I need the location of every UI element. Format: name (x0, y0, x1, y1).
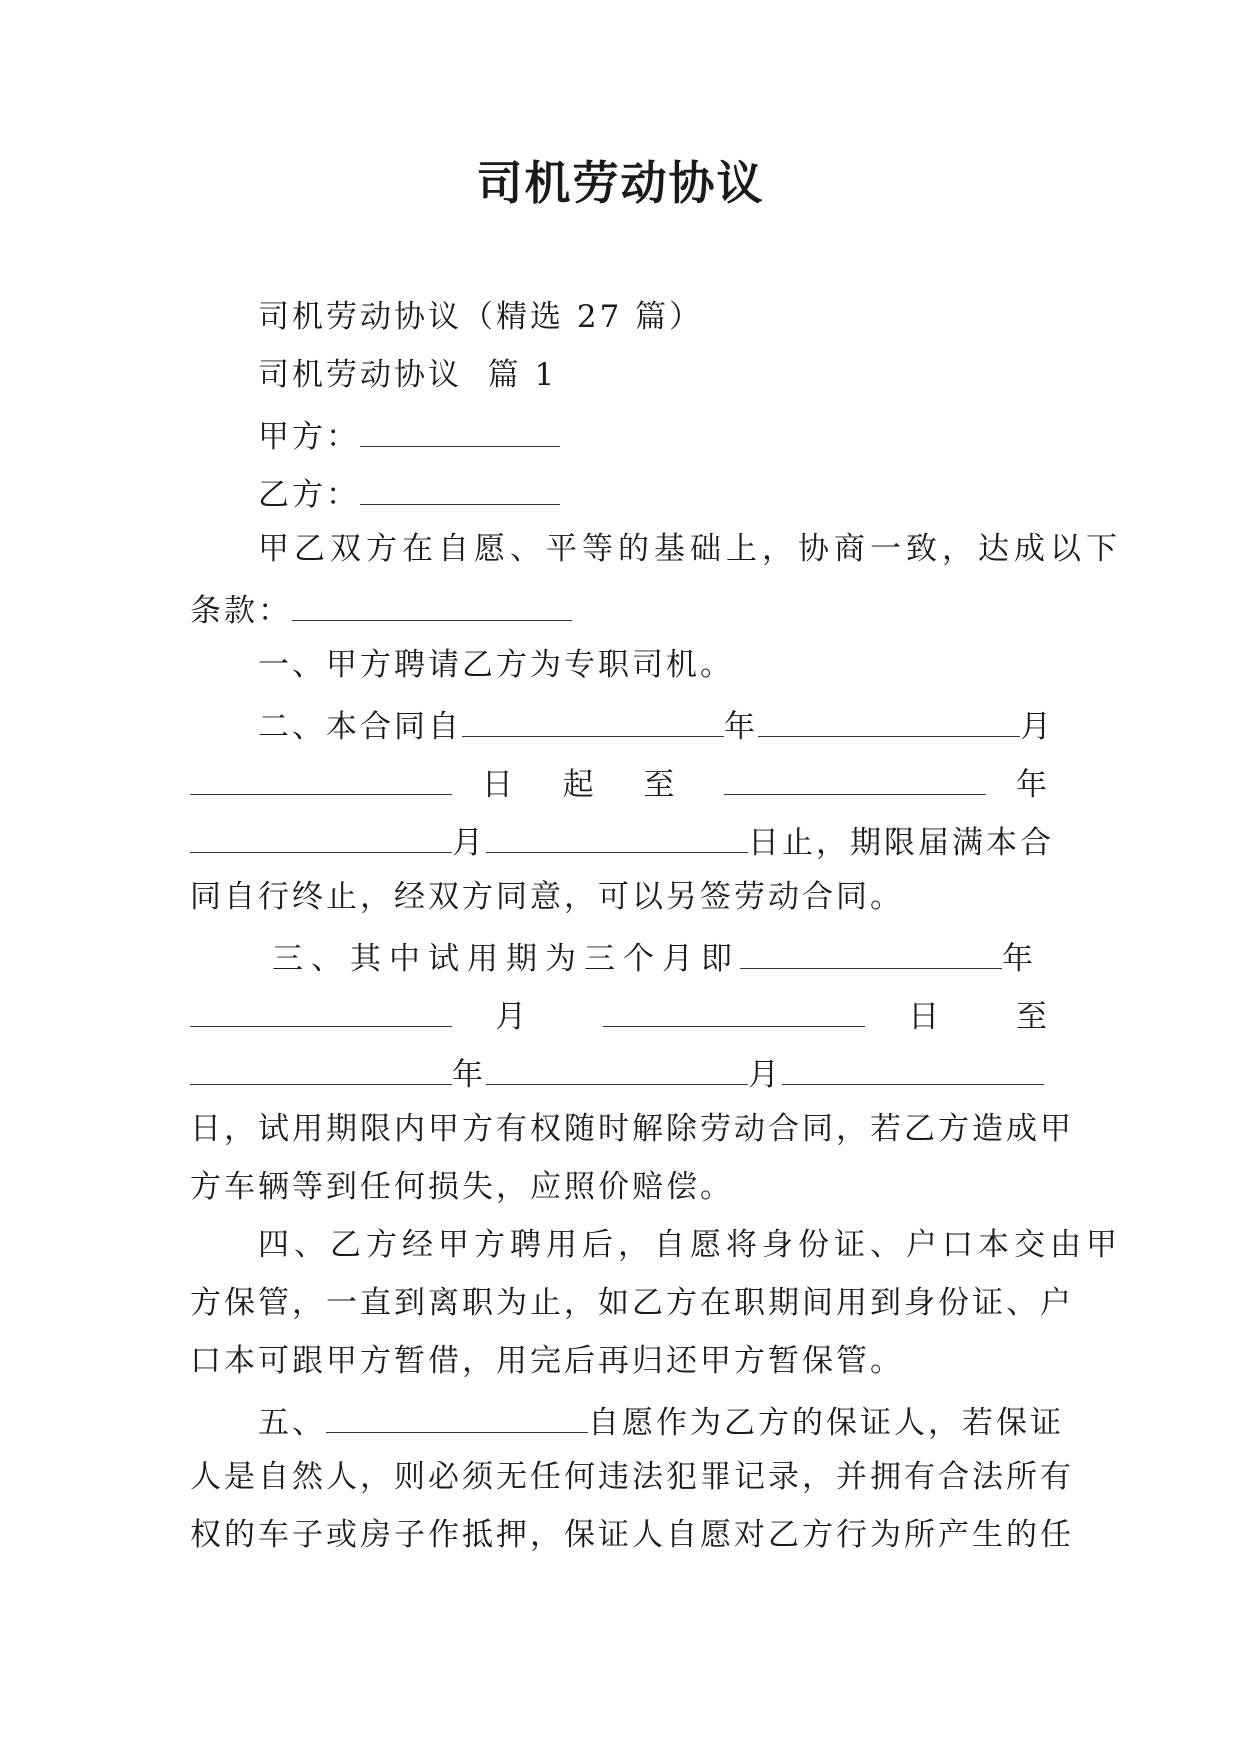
month-label: 月 (1020, 709, 1054, 745)
to-label: 至 (1016, 999, 1050, 1035)
party-b-label: 乙方： (258, 477, 360, 513)
year-label: 年 (452, 1057, 486, 1093)
from-label: 起 (562, 767, 614, 803)
clause-3-text: 三、其中试用期为三个月即 (272, 941, 740, 977)
clause-5-line-1 (258, 1398, 1064, 1444)
clause-4-line-1: 四、乙方经甲方聘用后，自愿将身份证、户口本交由甲 (258, 1227, 1122, 1263)
clause-2-text: 二、本合同自 (258, 709, 462, 745)
document-title: 司机劳动协议 (476, 156, 765, 210)
party-b-line (258, 470, 1050, 516)
document-subtitle: 司机劳动协议（精选 27 篇） (258, 299, 704, 335)
clause-3-line-3 (190, 1050, 1050, 1096)
clause-2-line-3 (190, 818, 1054, 864)
year-label: 年 (724, 709, 758, 745)
date-blank (758, 702, 1020, 737)
date-blank (486, 1050, 748, 1085)
date-blank (724, 760, 986, 795)
intro-line: 甲乙双方在自愿、平等的基础上，协商一致，达成以下 (258, 531, 1122, 567)
day-label: 日 (908, 999, 973, 1035)
clause-5-line-3: 权的车子或房子作抵押，保证人自愿对乙方行为所产生的任 (190, 1517, 1074, 1553)
party-a-line (258, 412, 1050, 458)
guarantor-blank (326, 1398, 588, 1433)
section-heading: 司机劳动协议 篇 1 (258, 357, 558, 393)
intro-terms-blank (292, 586, 572, 621)
party-a-blank (360, 412, 560, 447)
date-blank (486, 818, 748, 853)
year-label: 年 (1016, 767, 1051, 803)
month-label: 月 (452, 825, 486, 861)
party-b-blank (360, 470, 560, 505)
party-a-label: 甲方： (258, 419, 360, 455)
clause-4-line-3: 口本可跟甲方暂借，用完后再归还甲方暂保管。 (190, 1343, 904, 1379)
date-blank (190, 818, 452, 853)
year-label: 年 (1002, 941, 1041, 977)
intro-terms-line (190, 586, 1050, 632)
intro-terms-label: 条款： (190, 593, 292, 629)
to-label: 至 (643, 767, 695, 803)
clause-2-end: 日止，期限届满本合 (748, 825, 1054, 861)
date-blank (782, 1050, 1044, 1085)
clause-1: 一、甲方聘请乙方为专职司机。 (258, 647, 734, 683)
clause-3-tail-1: 日，试用期限内甲方有权随时解除劳动合同，若乙方造成甲 (190, 1111, 1074, 1147)
clause-5-text-b: 自愿作为乙方的保证人，若保证 (588, 1405, 1064, 1441)
clause-2-tail: 同自行终止，经双方同意，可以另签劳动合同。 (190, 879, 904, 915)
clause-5-line-2: 人是自然人，则必须无任何违法犯罪记录，并拥有合法所有 (190, 1459, 1074, 1495)
clause-3-tail-2: 方车辆等到任何损失，应照价赔偿。 (190, 1169, 734, 1205)
date-blank (190, 760, 452, 795)
date-blank (462, 702, 724, 737)
clause-3-line-2 (190, 992, 1050, 1038)
date-blank (190, 992, 452, 1027)
date-blank (190, 1050, 452, 1085)
month-label: 月 (495, 999, 560, 1035)
clause-4-line-2: 方保管，一直到离职为止，如乙方在职期间用到身份证、户 (190, 1285, 1074, 1321)
clause-2-line-1 (258, 702, 1054, 748)
clause-5-text: 五、 (258, 1405, 326, 1441)
clause-3-line-1 (272, 934, 1050, 980)
month-label: 月 (748, 1057, 782, 1093)
date-blank (740, 934, 1002, 969)
clause-2-line-2 (190, 760, 1050, 806)
day-label: 日 (481, 767, 533, 803)
date-blank (603, 992, 865, 1027)
